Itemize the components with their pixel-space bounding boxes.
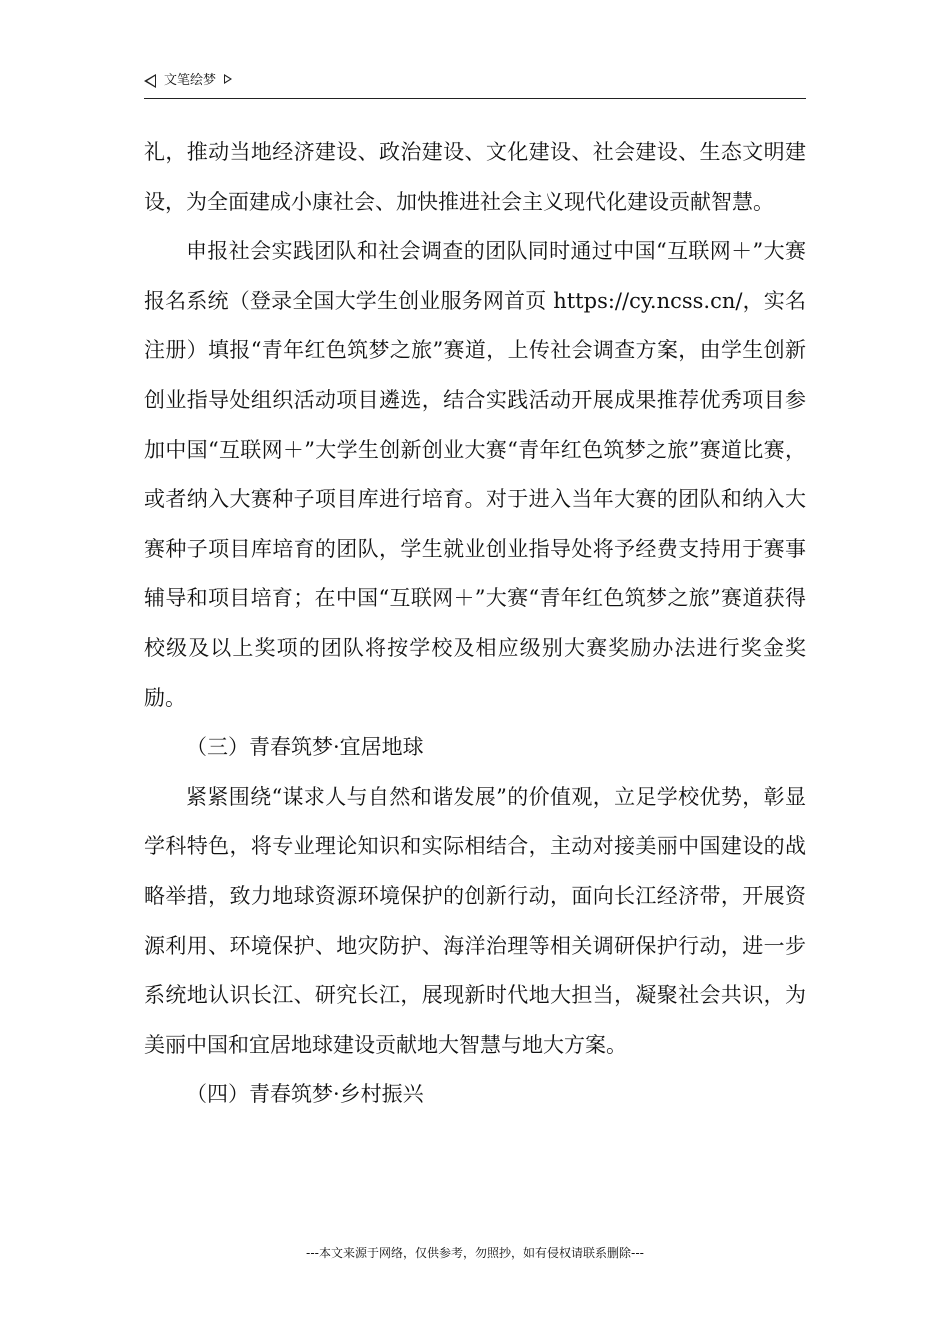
- triangle-right-icon: [224, 74, 232, 84]
- header-title: 文笔绘梦: [164, 73, 217, 88]
- page-header: [144, 72, 806, 99]
- paragraph-continuation: 礼，推动当地经济建设、政治建设、文化建设、社会建设、生态文明建设，为全面建成小康社会、加快推进社会主义现代化建设贡献智慧。: [144, 140, 806, 214]
- section-heading-livable-earth: （三）青春筑梦·宜居地球: [186, 735, 424, 760]
- paragraph-registration: 申报社会实践团队和社会调查的团队同时通过中国“互联网＋”大赛报名系统（登录全国大学生创业服务网首页 https://cy.ncss.cn/，实名注册）填报“青年红色筑梦之旅”赛道，上传社会调查方案，由学生创新创业指导处组织活动项目遴选，结合实践活动开展成果推荐优秀项目参加中国“互联网＋”大学生创新创业大赛“青年红色筑梦之旅”赛道比赛，或者纳入大赛种子项目库进行培育。对于进入当年大赛的团队和纳入大赛种子项目库培育的团队，学生就业创业指导处将予经费支持用于赛事辅导和项目培育；在中国“互联网＋”大赛“青年红色筑梦之旅”赛道获得校级及以上奖项的团队将按学校及相应级别大赛奖励办法进行奖金奖励。: [144, 239, 806, 710]
- paragraph-livable-earth: 紧紧围绕“谋求人与自然和谐发展”的价值观，立足学校优势，彰显学科特色，将专业理论知识和实际相结合，主动对接美丽中国建设的战略举措，致力地球资源环境保护的创新行动，面向长江经济带，开展资源利用、环境保护、地灾防护、海洋治理等相关调研保护行动，进一步系统地认识长江、研究长江，展现新时代地大担当，凝聚社会共识，为美丽中国和宜居地球建设贡献地大智慧与地大方案。: [144, 784, 806, 1057]
- footer-notice: ---本文来源于网络，仅供参考，勿照抄，如有侵权请联系删除---: [306, 1246, 644, 1260]
- document-body: [144, 128, 806, 1120]
- triangle-left-icon: [144, 74, 156, 88]
- section-heading-rural-revitalization: （四）青春筑梦·乡村振兴: [186, 1082, 424, 1107]
